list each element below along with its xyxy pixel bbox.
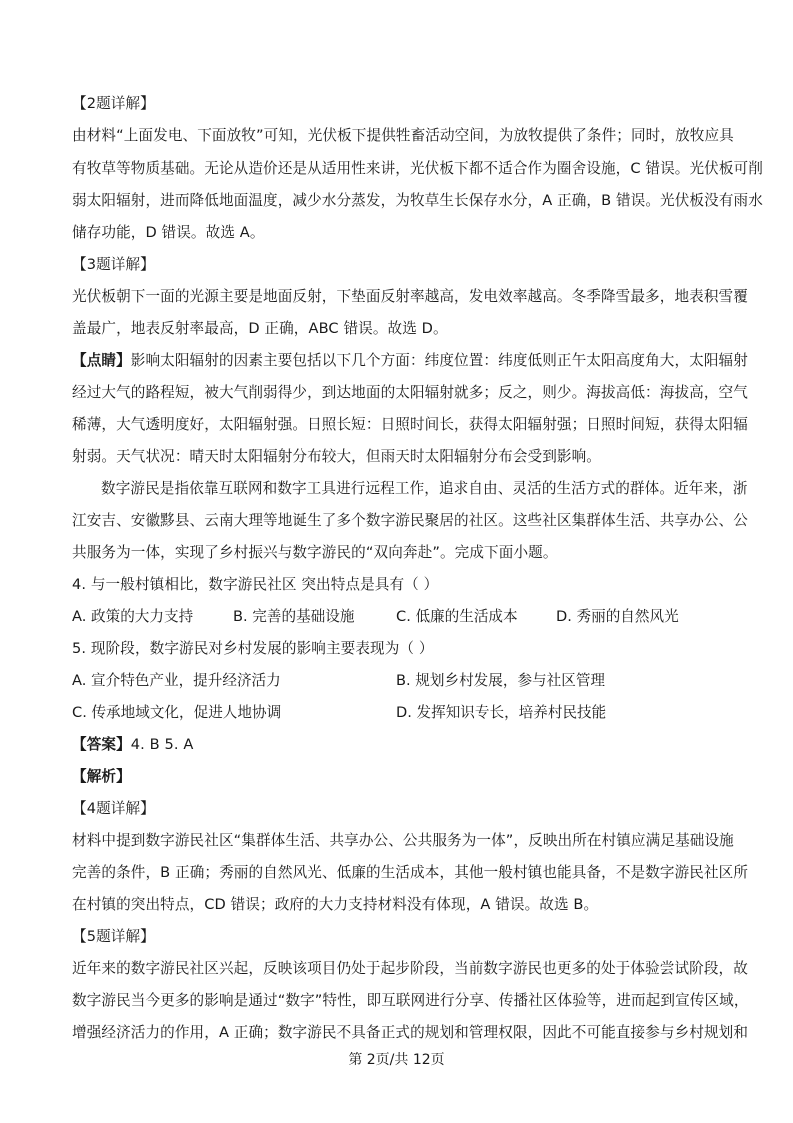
q5-stem: 5. 现阶段，数字游民对乡村发展的影响主要表现为（ ） [72, 640, 434, 657]
paragraph-line: 由材料“上面发电、下面放牧”可知，光伏板下提供牲畜活动空间，为放牧提供了条件；同时，放牧应具 [72, 127, 734, 144]
q5-option-c: C. 传承地域文化，促进人地协调 [72, 704, 282, 721]
q5-option-d: D. 发挥知识专长，培养村民技能 [396, 704, 607, 721]
paragraph-line: 数字游民当今更多的影响是通过“数字”特性，即互联网进行分享、传播社区体验等，进而起到宣传区域， [72, 992, 749, 1009]
q5-detail-heading: 【5题详解】 [72, 928, 155, 945]
paragraph-line: 弱太阳辐射，进而降低地面温度，减少水分蒸发，为牧草生长保存水分，A 正确，B 错误。光伏板没有雨水 [72, 192, 763, 209]
paragraph-line: 材料中提到数字游民社区“集群体生活、共享办公、公共服务为一体”，反映出所在村镇应满足基础设施 [72, 832, 734, 849]
q4-stem: 4. 与一般村镇相比，数字游民社区 突出特点是具有（ ） [72, 576, 439, 593]
q4-option-d: D. 秀丽的自然风光 [556, 608, 679, 625]
answer-line [72, 735, 732, 755]
paragraph-line: 增强经济活力的作用，A 正确；数字游民不具备正式的规划和管理权限，因此不可能直接参与乡村规划和 [72, 1024, 749, 1041]
material-line: 数字游民是指依靠互联网和数字工具进行远程工作，追求自由、灵活的生活方式的群体。近年来，浙 [101, 480, 748, 497]
page-footer: 第 2页/共 12页 [348, 1052, 445, 1068]
tip-label: 【点睛】 [72, 352, 131, 369]
q3-heading: 【3题详解】 [72, 256, 155, 273]
q2-heading: 【2题详解】 [72, 95, 155, 112]
q4-detail-heading: 【4题详解】 [72, 800, 155, 817]
tip-line [72, 351, 748, 371]
q5-option-b: B. 规划乡村发展，参与社区管理 [396, 672, 606, 689]
material-line: 江安吉、安徽黟县、云南大理等地诞生了多个数字游民聚居的社区。这些社区集群体生活、共享办公、公 [72, 512, 748, 529]
answer-value: 4. B 5. A [130, 736, 194, 753]
answer-label: 【答案】 [72, 736, 131, 753]
q5-option-a: A. 宣介特色产业，提升经济活力 [72, 672, 281, 689]
q4-option-a: A. 政策的大力支持 [72, 608, 194, 625]
tip-text: 影响太阳辐射的因素主要包括以下几个方面：纬度位置：纬度低则正午太阳高度角大，太阳辐射 [130, 352, 748, 369]
paragraph-line: 经过大气的路程短，被大气削弱得少，到达地面的太阳辐射就多；反之，则少。海拔高低：海拔高，空气 [72, 384, 748, 401]
paragraph-line: 盖最广，地表反射率最高，D 正确，ABC 错误。故选 D。 [72, 320, 448, 337]
paragraph-line: 光伏板朝下一面的光源主要是地面反射，下垫面反射率越高，发电效率越高。冬季降雪最多，地表积雪覆 [72, 288, 748, 305]
paragraph-line: 储存功能，D 错误。故选 A。 [72, 224, 265, 241]
q4-option-c: C. 低廉的生活成本 [396, 608, 518, 625]
paragraph-line: 近年来的数字游民社区兴起，反映该项目仍处于起步阶段，当前数字游民也更多的处于体验尝试阶段，故 [72, 960, 748, 977]
material-line: 共服务为一体，实现了乡村振兴与数字游民的“双向奔赴”。完成下面小题。 [72, 544, 558, 561]
paragraph-line: 射弱。天气状况：晴天时太阳辐射分布较大，但雨天时太阳辐射分布会受到影响。 [72, 448, 601, 465]
q4-option-b: B. 完善的基础设施 [233, 608, 355, 625]
analysis-label: 【解析】 [72, 768, 131, 785]
paragraph-line: 在村镇的突出特点，CD 错误；政府的大力支持材料没有体现，A 错误。故选 B。 [72, 896, 599, 913]
paragraph-line: 有牧草等物质基础。无论从造价还是从适用性来讲，光伏板下都不适合作为圈舍设施，C 错误。光伏板可削 [72, 160, 763, 177]
paragraph-line: 稀薄，大气透明度好，太阳辐射强。日照长短：日照时间长，获得太阳辐射强；日照时间短，获得太阳辐 [72, 416, 748, 433]
paragraph-line: 完善的条件，B 正确；秀丽的自然风光、低廉的生活成本，其他一般村镇也能具备，不是数字游民社区所 [72, 864, 749, 881]
